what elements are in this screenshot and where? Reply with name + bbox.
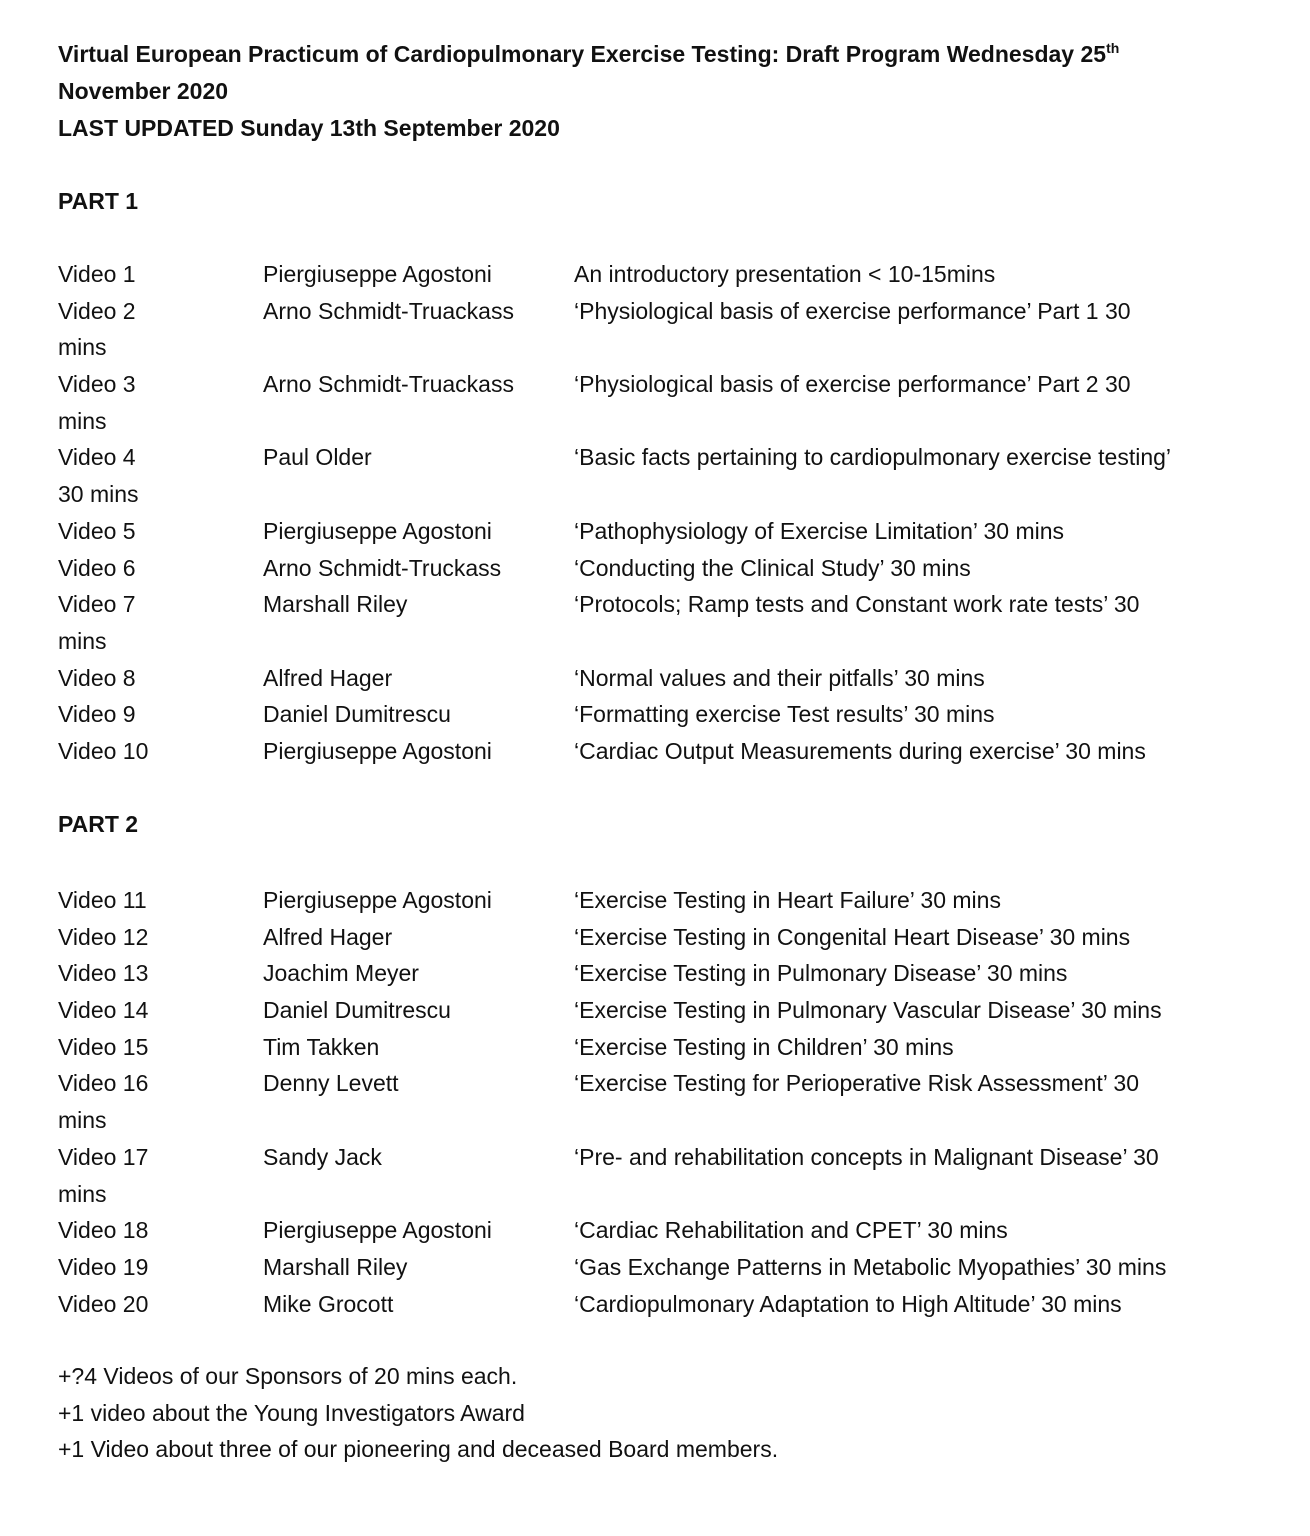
talk-title: ‘Cardiac Output Measurements during exercise’ 30 mins xyxy=(574,738,1146,764)
footer-notes xyxy=(58,1358,778,1468)
talk-title: ‘Exercise Testing in Children’ 30 mins xyxy=(574,1033,954,1060)
video-number: Video 13 xyxy=(58,960,149,987)
video-number: Video 16 xyxy=(58,1070,149,1097)
schedule-row xyxy=(58,660,1298,697)
document-title-line1 xyxy=(58,36,1119,73)
video-number: Video 15 xyxy=(58,1033,149,1060)
talk-title: ‘Gas Exchange Patterns in Metabolic Myopathies’ 30 mins xyxy=(574,1253,1167,1280)
talk-title: ‘Exercise Testing in Congenital Heart Disease’ 30 mins xyxy=(574,923,1131,950)
document-title-line2: November 2020 xyxy=(58,78,229,104)
video-number: Video 7 xyxy=(58,591,136,618)
schedule-row xyxy=(58,992,1298,1029)
talk-title-continuation: 30 mins xyxy=(58,481,139,508)
talk-title-continuation: mins xyxy=(58,1107,107,1134)
talk-title: ‘Physiological basis of exercise performance’ Part 1 30 xyxy=(574,297,1131,324)
talk-title-continuation: mins xyxy=(58,407,107,434)
talk-title: ‘Exercise Testing in Pulmonary Disease’ 30 mins xyxy=(574,960,1068,987)
schedule-row xyxy=(58,586,1298,659)
talk-title-continuation: mins xyxy=(58,1180,107,1207)
video-number: Video 4 xyxy=(58,444,136,471)
speaker-name: Alfred Hager xyxy=(263,664,393,691)
schedule-row xyxy=(58,366,1298,439)
speaker-name: Denny Levett xyxy=(263,1070,399,1097)
video-number: Video 8 xyxy=(58,664,136,691)
speaker-name: Piergiuseppe Agostoni xyxy=(263,517,492,544)
speaker-name: Daniel Dumitrescu xyxy=(263,997,451,1024)
talk-title: ‘Physiological basis of exercise performance’ Part 2 30 xyxy=(574,371,1131,398)
talk-title: ‘Cardiac Rehabilitation and CPET’ 30 mins xyxy=(574,1217,1008,1244)
video-number: Video 17 xyxy=(58,1143,149,1170)
speaker-name: Piergiuseppe Agostoni xyxy=(263,261,492,287)
video-number: Video 3 xyxy=(58,371,136,398)
schedule-row xyxy=(58,256,1298,293)
speaker-name: Piergiuseppe Agostoni xyxy=(263,738,492,764)
part2-schedule xyxy=(58,882,1298,1322)
talk-title: ‘Basic facts pertaining to cardiopulmonary exercise testing’ xyxy=(574,444,1172,471)
footer-note: +1 video about the Young Investigators Award xyxy=(58,1399,525,1426)
speaker-name: Piergiuseppe Agostoni xyxy=(263,887,492,913)
part1-schedule xyxy=(58,256,1298,770)
footer-note: +?4 Videos of our Sponsors of 20 mins each. xyxy=(58,1363,518,1389)
schedule-row xyxy=(58,1139,1298,1212)
talk-title: ‘Exercise Testing in Heart Failure’ 30 mins xyxy=(574,887,1001,913)
talk-title-continuation: mins xyxy=(58,334,107,361)
schedule-row xyxy=(58,1029,1298,1066)
video-number: Video 2 xyxy=(58,297,136,324)
schedule-row xyxy=(58,513,1298,550)
video-number: Video 6 xyxy=(58,554,136,581)
document-title-superscript: th xyxy=(1106,40,1120,56)
video-number: Video 19 xyxy=(58,1253,149,1280)
speaker-name: Joachim Meyer xyxy=(263,960,419,987)
speaker-name: Arno Schmidt-Truackass xyxy=(263,371,514,398)
video-number: Video 10 xyxy=(58,738,149,764)
talk-title: ‘Formatting exercise Test results’ 30 mins xyxy=(574,701,995,728)
part1-heading: PART 1 xyxy=(58,188,139,214)
schedule-row xyxy=(58,919,1298,956)
schedule-row xyxy=(58,293,1298,366)
talk-title: ‘Pathophysiology of Exercise Limitation’ 30 mins xyxy=(574,517,1065,544)
speaker-name: Piergiuseppe Agostoni xyxy=(263,1217,492,1244)
talk-title: An introductory presentation < 10-15mins xyxy=(574,261,996,287)
speaker-name: Marshall Riley xyxy=(263,591,408,618)
speaker-name: Daniel Dumitrescu xyxy=(263,701,451,728)
talk-title-continuation: mins xyxy=(58,627,107,654)
talk-title: ‘Protocols; Ramp tests and Constant work rate tests’ 30 xyxy=(574,591,1140,618)
speaker-name: Alfred Hager xyxy=(263,923,393,950)
talk-title: ‘Conducting the Clinical Study’ 30 mins xyxy=(574,554,971,581)
schedule-row xyxy=(58,1065,1298,1138)
speaker-name: Tim Takken xyxy=(263,1033,380,1060)
video-number: Video 18 xyxy=(58,1217,149,1244)
talk-title: ‘Exercise Testing for Perioperative Risk Assessment’ 30 xyxy=(574,1070,1140,1097)
schedule-row xyxy=(58,1286,1298,1323)
schedule-row xyxy=(58,733,1298,770)
speaker-name: Arno Schmidt-Truackass xyxy=(263,297,514,324)
speaker-name: Sandy Jack xyxy=(263,1143,382,1170)
schedule-row xyxy=(58,550,1298,587)
speaker-name: Arno Schmidt-Truckass xyxy=(263,554,502,581)
schedule-row xyxy=(58,1249,1298,1286)
schedule-row xyxy=(58,955,1298,992)
talk-title: ‘Normal values and their pitfalls’ 30 mins xyxy=(574,664,985,691)
schedule-row xyxy=(58,696,1298,733)
schedule-row xyxy=(58,882,1298,919)
video-number: Video 5 xyxy=(58,517,136,544)
schedule-row xyxy=(58,1212,1298,1249)
talk-title: ‘Pre- and rehabilitation concepts in Malignant Disease’ 30 xyxy=(574,1143,1159,1170)
footer-note: +1 Video about three of our pioneering and deceased Board members. xyxy=(58,1436,779,1463)
video-number: Video 1 xyxy=(58,261,136,287)
video-number: Video 14 xyxy=(58,997,149,1024)
last-updated: LAST UPDATED Sunday 13th September 2020 xyxy=(58,115,560,141)
part2-heading: PART 2 xyxy=(58,811,139,837)
speaker-name: Mike Grocott xyxy=(263,1290,394,1317)
speaker-name: Paul Older xyxy=(263,444,372,471)
talk-title: ‘Exercise Testing in Pulmonary Vascular Disease’ 30 mins xyxy=(574,997,1162,1024)
video-number: Video 9 xyxy=(58,701,136,728)
document-title-text: Virtual European Practicum of Cardiopulmonary Exercise Testing: Draft Program Wednesday 25 xyxy=(58,41,1107,67)
video-number: Video 20 xyxy=(58,1290,149,1317)
speaker-name: Marshall Riley xyxy=(263,1253,408,1280)
video-number: Video 11 xyxy=(58,887,147,913)
video-number: Video 12 xyxy=(58,923,149,950)
talk-title: ‘Cardiopulmonary Adaptation to High Altitude’ 30 mins xyxy=(574,1290,1122,1317)
schedule-row xyxy=(58,439,1298,512)
